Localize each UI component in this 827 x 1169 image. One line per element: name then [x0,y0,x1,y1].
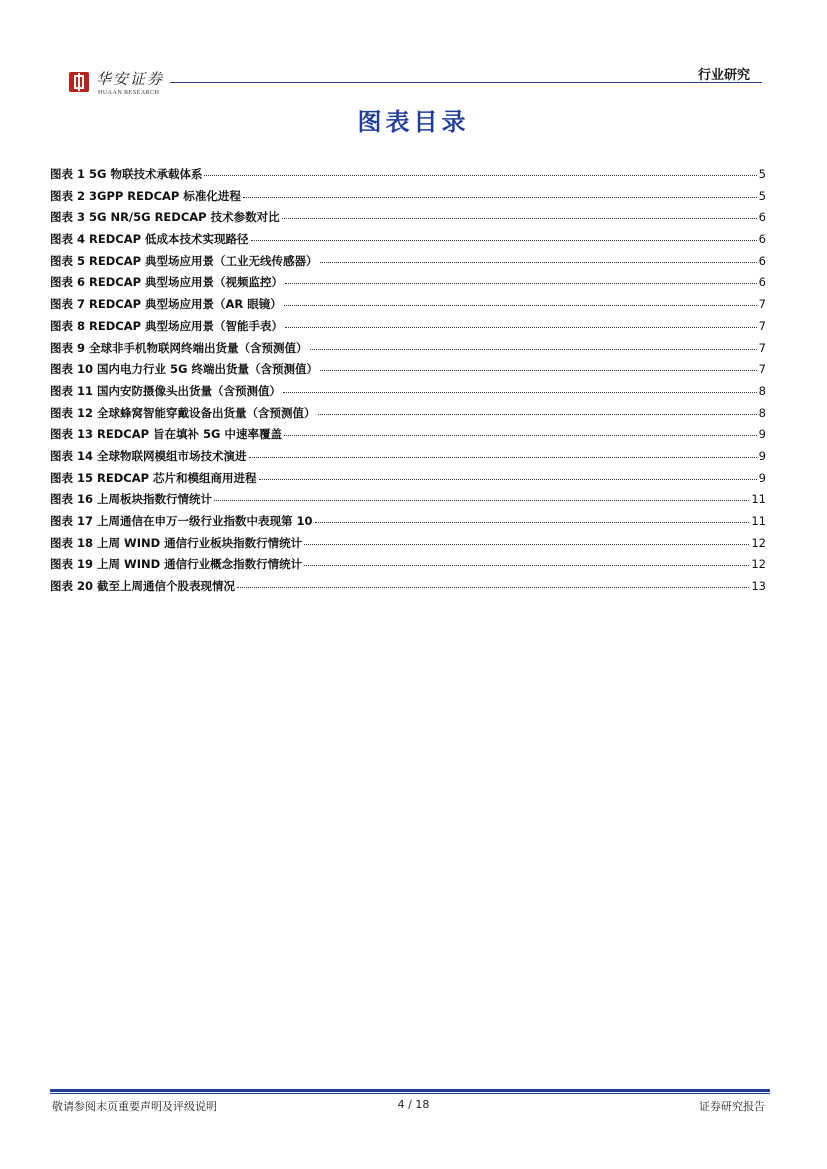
toc-entry-page[interactable]: 9 [758,427,766,442]
toc-entry[interactable] [50,166,766,188]
header-divider [170,82,762,83]
toc-entry[interactable] [50,340,766,362]
toc-entry[interactable] [50,448,766,470]
page-header [50,62,764,102]
toc-entry-label[interactable]: 图表 11 国内安防摄像头出货量（含预测值） [50,383,282,398]
toc-dot-leader [304,565,749,566]
huaan-logo-icon [69,72,89,92]
toc-entry-label[interactable]: 图表 1 5G 物联技术承载体系 [50,167,203,181]
toc-dot-leader [285,327,757,328]
toc-entry-page[interactable]: 6 [758,275,766,290]
toc-entry[interactable] [50,491,766,513]
toc-entry[interactable] [50,188,766,210]
toc-entry-label[interactable]: 图表 20 截至上周通信个股表现情况 [50,579,236,594]
logo-chinese-name: 华安证券 [96,70,165,88]
toc-dot-leader [304,544,749,545]
report-category: 行业研究 [697,68,750,83]
toc-entry-page[interactable]: 5 [758,188,766,203]
toc-entry[interactable] [50,253,766,275]
toc-entry-page[interactable]: 11 [751,514,766,528]
toc-dot-leader [310,349,757,350]
toc-entry-label[interactable]: 图表 18 上周 WIND 通信行业板块指数行情统计 [50,535,303,550]
toc-entry-label[interactable]: 图表 2 3GPP REDCAP 标准化进程 [50,188,241,203]
toc-dot-leader [259,479,757,480]
toc-entry-label[interactable]: 图表 8 REDCAP 典型场应用景（智能手表） [50,318,284,333]
toc-title: 图表目录 [357,108,470,136]
toc-entry-page[interactable]: 7 [758,297,766,312]
toc-entry[interactable] [50,405,766,427]
toc-entry-page[interactable]: 6 [758,210,766,225]
toc-entry-label[interactable]: 图表 15 REDCAP 芯片和模组商用进程 [50,470,257,485]
footer-disclaimer: 敬请参阅末页重要声明及评级说明 [52,1100,217,1113]
logo-english-name: HUAAN RESEARCH [98,90,160,96]
toc-entry-page[interactable]: 13 [751,579,766,594]
toc-dot-leader [315,522,750,523]
toc-entry-page[interactable]: 7 [758,318,766,333]
toc-entry-label[interactable]: 图表 7 REDCAP 典型场应用景（AR 眼镜） [50,297,282,312]
footer-divider [50,1089,770,1092]
toc-dot-leader [285,283,757,284]
toc-entry-page[interactable]: 5 [758,167,766,181]
toc-entry-label[interactable]: 图表 10 国内电力行业 5G 终端出货量（含预测值） [50,362,318,377]
toc-dot-leader [249,457,757,458]
toc-entry[interactable] [50,296,766,318]
toc-entry[interactable] [50,556,766,578]
footer-divider-thin [50,1093,770,1094]
toc-dot-leader [284,305,757,306]
toc-entry-page[interactable]: 9 [758,448,766,463]
toc-entry-page[interactable]: 6 [758,253,766,268]
toc-entry[interactable] [50,361,766,383]
toc-entry-label[interactable]: 图表 12 全球蜂窝智能穿戴设备出货量（含预测值） [50,405,316,420]
toc-entry-page[interactable]: 8 [758,383,766,398]
footer-report-type: 证券研究报告 [699,1100,765,1113]
toc-entry-page[interactable]: 9 [758,470,766,485]
toc-entry-page[interactable]: 6 [758,232,766,247]
toc-entry-page[interactable]: 12 [751,535,766,550]
toc-entry[interactable] [50,470,766,492]
toc-dot-leader [251,240,757,241]
page-number: 4 / 18 [397,1098,430,1111]
toc-entry[interactable] [50,231,766,253]
toc-entry-page[interactable]: 11 [751,492,766,507]
toc-dot-leader [214,500,749,501]
toc-entry-label[interactable]: 图表 3 5G NR/5G REDCAP 技术参数对比 [50,210,280,225]
toc-entry-label[interactable]: 图表 6 REDCAP 典型场应用景（视频监控） [50,275,284,290]
toc-entry[interactable] [50,318,766,340]
toc-dot-leader [204,175,756,176]
toc-entry-label[interactable]: 图表 17 上周通信在申万一级行业指数中表现第 10 [50,514,313,528]
toc-list [50,166,766,600]
toc-dot-leader [284,435,757,436]
toc-entry-page[interactable]: 8 [758,405,766,420]
toc-entry-label[interactable]: 图表 4 REDCAP 低成本技术实现路径 [50,232,249,247]
toc-dot-leader [320,262,757,263]
toc-entry[interactable] [50,274,766,296]
toc-entry-label[interactable]: 图表 13 REDCAP 旨在填补 5G 中速率覆盖 [50,427,282,442]
toc-entry[interactable] [50,513,766,535]
toc-entry-label[interactable]: 图表 5 REDCAP 典型场应用景（工业无线传感器） [50,253,318,268]
toc-entry-label[interactable]: 图表 9 全球非手机物联网终端出货量（含预测值） [50,340,308,355]
toc-dot-leader [282,218,757,219]
toc-dot-leader [243,197,757,198]
toc-entry[interactable] [50,535,766,557]
toc-entry-page[interactable]: 7 [758,340,766,355]
toc-dot-leader [237,587,749,588]
toc-entry-page[interactable]: 12 [751,557,766,572]
toc-entry[interactable] [50,209,766,231]
toc-entry-page[interactable]: 7 [758,362,766,377]
toc-entry[interactable] [50,578,766,600]
toc-dot-leader [283,392,757,393]
toc-dot-leader [318,414,757,415]
toc-entry[interactable] [50,383,766,405]
toc-dot-leader [320,370,757,371]
toc-entry-label[interactable]: 图表 16 上周板块指数行情统计 [50,492,213,507]
toc-entry[interactable] [50,426,766,448]
toc-entry-label[interactable]: 图表 14 全球物联网模组市场技术演进 [50,448,247,463]
toc-entry-label[interactable]: 图表 19 上周 WIND 通信行业概念指数行情统计 [50,557,303,572]
